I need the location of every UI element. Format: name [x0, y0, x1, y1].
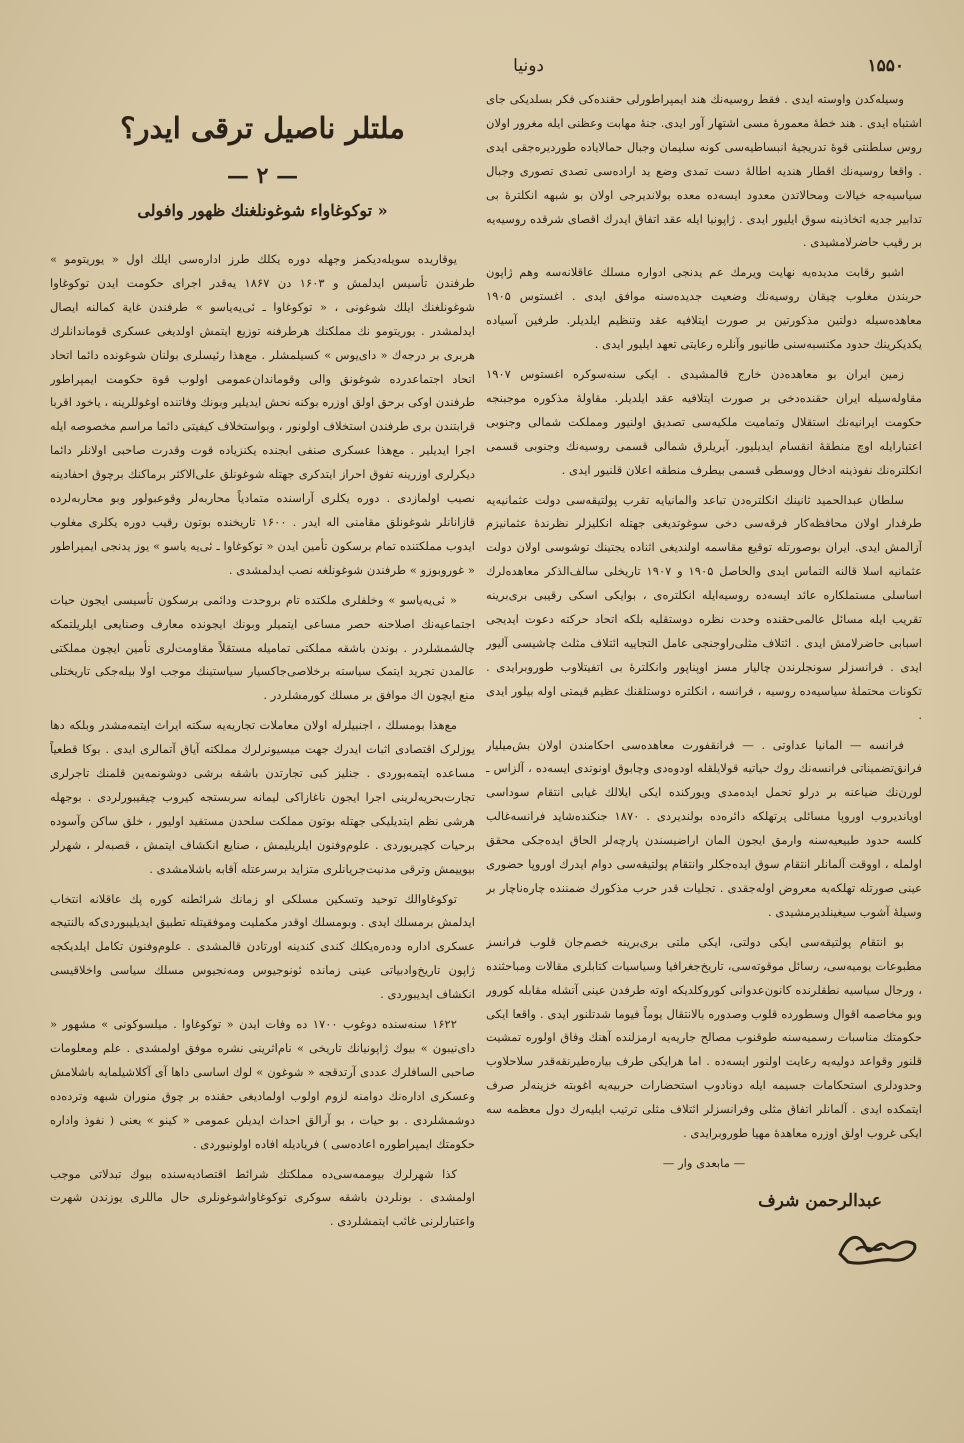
article-part-number: — ۲ — [226, 163, 299, 189]
page-header [60, 52, 904, 92]
seal-stamp-icon [834, 1224, 922, 1272]
running-head: دونیا [513, 56, 544, 76]
paragraph: مع‌هذا بومسلك ، اجنبیلرله اولان معاملات تجاریه‌یه سکته ایراث ایتمه‌مشدر وبلکه دها یوزلرک اقتصادی اثبات ایدرك جهت میسیونرلرك مملکته آیاق آتمالری ایدی . بوکا قطعیاً مساعده ایتمه‌بوردی . جنلیز کبی تجارتدن باشقه برشی دوشونمه‌ین قلمنك تاجرلری تجارت‌بحریه‌لرینی اجرا ایجون ناغازاکی لیمانه سربستجه کیروب چیقیبورلردی . بوجهله هرشی نظم ایتدیلیکی جهتله بوتون مملکت سلحدن مستفید اولیور ، خلق ساکن وآسوده برحیات کچیریوردی . علوم‌وفنون ایلریلیمش ، صنایع انکشاف ایتمش ، قصبه‌لر ، شهرلر بیوییمش وترقی مدنیت‌جریانلری متزاید برسرعتله آقابه باشلامشدی . [50, 718, 475, 876]
right-column [486, 88, 922, 1403]
article-title: ملتلر ناصیل ترقی ایدر؟ [120, 111, 405, 145]
page-number: ۱۵۵۰ [867, 56, 904, 76]
paragraph: توکوغاوالك توحید وتسکین مسلکی او زمانك شرائطنه کوره پك عاقلانه انتخاب ایدلمش برمسلك ایدی . وبومسلك اوقدر مکملیت وموفقیتله تطبیق ایدیلیبوردی‌که بالنتیجه عسکری اداره وده‌ره‌یکلك کندی کندینه اورتادن قالمشدی . علوم‌وفنون تکامل ایلدیکجه ژاپون تاریخ‌وادبیاتی عینی زمانده ئونوجیوس ومه‌نجیوس مسلك سیاسی واخلاقیسی انکشاف ایدیبوردی . [50, 891, 475, 1002]
left-column [50, 88, 475, 1403]
paragraph: زمین ایران بو معاهده‌دن خارج قالمشیدی . ایکی سنه‌سوکره اغستوس ۱۹۰۷ مقاوله‌سیله ایران حقنده‌دخی بر صورت ایتلافیه عقد ایلدیلر. مقاولهٔ مذکوره موجبنجه حکومت ایرانیه‌نك استقلال وتمامیت ملکیه‌سی تصدیق اولنیور ومملکت شمالی وجنوبی اعتبارایله اوچ منطقهٔ انقسام ایدیلیور. آیریلرق شمالی قسمی روسیه‌نك وجنوبی قسمی انکلتره‌نك نفوذینه ادخال ووسطی قسمی بیطرف منطقه اعلان قلنیور ایدی . [486, 366, 922, 477]
paragraph: یوقاریده سویله‌دیکمز وجهله دوره یکلك طرز اداره‌سی ایلك اول « یوریتومو » طرفندن تأسیس ایدلمش و ۱۶۰۳ دن ۱۸۶۷ یه‌قدر اجرای حکومت ایدن توکوغاوا شوغونلغنك ایلك شوغونی ، « توکوغاوا ـ ئی‌یه‌یاسو » طرفندن غایة کمالنه ایصال ایدلمشدر . یوریتومو نك مملکتك هرطرفنه توزیع ایتمش اولدیغی عسکری قوماندانلرك هربری بر درجه‌ك « دای‌یوس » کسیلمشلر . مع‌هذا رئیسلری بولنان شوغونده دائما اتحاد اتحاد اجتماعدرده شوغونق والی وقوماندان‌عمومی اولوب قوة حکومت ایمپراطور طرفندن اوکی برحق اولق اوزره بوکنه نحش ایدیلیر وبونك وفاتنده اوغوللرینه ، یاخود اقربا قرابتندن بری طرفندن استخلاف اولونور ، وبواستخلاف کیفیتی دائما مراسم مخصوصه ایله اجرا ایدیلیر . مع‌هذا عسکری صنفی ابجنده یکنزیاده قوت وقدرت صاحبی اولانلر دائما دیکرلری اوزرینه تفوق احراز ایتدکری جهتله شوغونلق علی‌الاکثر برماکنك برچوق احفادینه نصیب اولمازدی . دوره یکلری آراسنده متمادیاً محاربه‌لر وقوعبولور وبو محاربه‌لرده قازانانلر شوغونلق مقامنی اله ایدر . ۱۶۰۰ تاریخنده بوتون رقیب دوره یکلری مغلوب ایدوب مملکتنده تمام برسکون تأمین ایدن « توکوغاوا ـ ئی‌یه یاسو » یوز یدنجی ایمپراطور « غوروبوزو » طرفندن شوغونلغه نصب ایدلمشدی . [50, 252, 475, 577]
paragraph: فرانسه — المانیا عداوتی . — فرانقفورت معاهده‌سی احکامندن اولان بش‌میلیار فرانق‌تضمیناتی فرانسه‌نك‌ روك حیاتیه قولایلقله اودوه‌دی وچابوق اونوتدی ایسه‌ده ، آلزاس ـ لورن‌نك ضیاعنه بر درلو تحمل ایده‌مدی ویوركنده ایکی ایلالك غیابی انتقام سوداسی اویاندیروب اوروپا مسائلی پرتهلكه دائره‌ده بولندیردی . ۱۸۷۰ جنکنده‌شاید فرانسه‌غالب کلسه حدود طبیعیه‌سنه وارمق ایجون المان اراضیسندن پارچه‌لر الحاق ایده‌جکی محقق اولمله ، اووقت آلمانلر انتقام سوق ایده‌جکلر وانتقام پولتیقه‌سی دوام ایدرك اوروپا حضوری عینی صورتله تهلکه‌یه معروض اوله‌جقدی . تجلیات قدر حرب مذکورك ضمننده چاره‌ناچار بر وسیلهٔ آشوب سیغینلدیرمشیدی . [486, 737, 922, 919]
paragraph: « ئی‌یه‌یاسو » وخلفلری ملکتده تام بروحدت ودائمی برسکون تأسیسی ایجون حیات اجتماعیه‌نك اصلاحنه حصر مساعی ایتمیلر وبونك ایجونده معارف وصنایعی ایلریلتمکه چالشمشلردر . بوندن باشقه مملکتی تمامیله مستقلاً مقاومت‌لری تأمین ایچون مملکتی عالمدن تجرید ایتمک سیاسته برخلاصی‌جاکسیار سیاستینك موجب اولا بیله‌جکی تاریختلی منع ایچون اك موافق بر مسلك کورمشلردر . [50, 592, 475, 703]
continued-note: — مابعدی وار — [662, 1155, 746, 1170]
article-subtitle: « توکوغاواء شوغونلغنك ظهور وافولی [137, 201, 388, 220]
paragraph: اشبو رقابت مدیده‌یه نهایت ویرمك عم یدنجی ادواره مسلك عاقلانه‌سه وهم ژاپون حربندن مغلوب چیقان روسیه‌نك وضعیت جدیده‌سنه موافق ایدی . اغستوس ۱۹۰۵ معاهده‌سیله دولتین مذکورتین بر صورت ایتلافیه عقد وتنظیم ایلدیلر. طرفین آسیاده یکدیکرینك حدود مکتسبه‌سنی طانیور وآنلره رعایتی تعهد ایلیور ایدی . [486, 265, 922, 352]
paragraph: ۱۶۲۲ سنه‌سنده دوغوب ۱۷۰۰ ده وفات ایدن « توکوغاوا . میلسوکونی » مشهور « دای‌نیبون » بیوك ژاپونیانك تاریخی » نام‌اثرینی نشره موفق اولمشدی . علم ومعلومات صاحبی السافلرك عددی آرتدقجه « شوغون » لوك اساسی داها آی آکلاشیلمایه باشلامش وعسکری اداره‌نك دوامنه لزوم اولوب اولمادیغی حقنده بر چوق منوران شبهه وترده‌ده دوشمشلردی . بو حیات ، بو آرالق احداث ایدیلن عمومی « کینو » یعنی ( نفوذ واداره حکومتك ایمپراطوره اعاده‌سی ) فریادیله افاده اولونیوردی . [50, 1017, 475, 1151]
paragraph: سلطان عبدالحمید ثانینك انکلتره‌دن تباعد والمانیایه تقرب پولتیقه‌سی دولت عثمانیه‌یه طرفدار اولان محافظه‌کار فرقه‌سی دخی سوغوتدیغی جهتله انکلیزلر نظرندهٔ عثمانیزم آزالمش ایدی. ایران بوصورتله توقیع مقاسمه اولندیغی اثناده یجتینك توشوسی اولان دولت عثمانیه اسلا قالنه التماس ایدی والحاصل ۱۹۰۵ و ۱۹۰۷ تاریخلی سالف‌الذکر معاهده‌لرك اساسلی مستملکاره عائد ایسه‌ده روسیه‌ایله انکلتره‌ی ، بوایکی اسکی رقیبی بری‌برینه تقریب ایله مسائل عالمی‌حقنده وحدت نظره دوستقلیه بلکه اتحاد حرکته دعوت ایدیجی اسبابی حاضرلامش ایدی . ائتلاف مثلی‌راوجنجی عامل التجاییه ائتلاف مثلث چاشیسی آلیور ایدی . فرانسزلر سونجلرندن چالیار مسز اوپناپور وانکلترهٔ بی اتفیتلاوب طوروبرایدی . تکونات محتملهٔ سیاسیه‌ده روسیه ، فرانسه ، انکلتره دوستلقنك عظیم قیمتی اوله بیلور ایدی . [486, 492, 922, 722]
paragraph: وسیله‌کدن واوسته ایدی . فقط روسیه‌نك هند ایمپراطورلی حقنده‌کی فکر بسلدیکی جای اشتباه ایدی . هند خطهٔ معمورهٔ مسی اشتهار آور ایدی. جنهٔ مهابت وعظنی ایله مغرور اولان روس سلطنتی قوهٔ تدریجیهٔ انبساطیه‌سی کونه سلیمان وجبال حمالایاده طوردیره‌جقی ایدی . واقعا روسیه‌نك اقطار هندیه اطالهٔ دست تمدی وضع ید اراده‌سی تصدی تصوری وجبال سیاسیه‌جه خیالات ومحالاتدن معدود ایسه‌ده معده بولاندیرجی اولان بو شبهه انکلترهٔ بی تدابیر جدیه اتخاذینه سوق ایلیور ایدی . ژاپونیا ایله عقد اتفاق ایدرك اقصای شرقده روسیه‌یه بر رقیب حاضرلامشیدی . [486, 92, 922, 250]
paragraph: کذا شهرلرك بیوممه‌سی‌ده مملکتك شرائط اقتصادیه‌سنده بیوك تبدلاتی موجب اولمشدی . بونلردن باشقه سوكری توکوغاواشوغونلری حال ماللری یوزندن شهرت واعتبارلرنی غائب ایتمشلردی . [50, 1166, 475, 1229]
author-signature: عبدالرحمن شرف [758, 1190, 882, 1211]
paragraph: بو انتقام پولتیقه‌سی ایکی دولتی، ایکی ملتی بری‌برینه خصم‌جان قلوب فرانسز مطبوعات یومیه‌سی، رسائل موقوته‌سی، تاریخ‌جغرافیا وسیاسیات کتابلری مقالات ومباحثنده ، ورجال سیاسیه نطقلرنده کانون‌عدوانی کوروکلدیکه اوته طرفدن عینی آتشله مقابله کورور وبو مخاصمه اقوال وسطورده قلوب وصدوره بالانتقال یوماً فیوما شدتلنور ایدی . واقعا ایکی حکومتك مناسبات رسمیه‌سنه طوقنوب مصالح جاریه‌یه ارمزلنده آهنك وفاق اولوره تمشیت قلنور وقواعد دولیه‌یه رعایت اولنور ایسه‌ده . اما هرایکی طرف بیاره‌طیرنقه‌قدر سلاحلاوب وحدودلری استحکامات جسیمه ایله دونادوب استحضارات حربیه‌یه اغوبته خزینه‌لر صرف ایتمکده ایدی . آلمانلر اتفاق مثلی وفرانسزلر ائتلاف مثلی ترتیب ایلیه‌رك دول معظمه سه ایکی غروب اولق اوزره معاهدهٔ مهیا طوروبرایدی . [486, 934, 922, 1141]
